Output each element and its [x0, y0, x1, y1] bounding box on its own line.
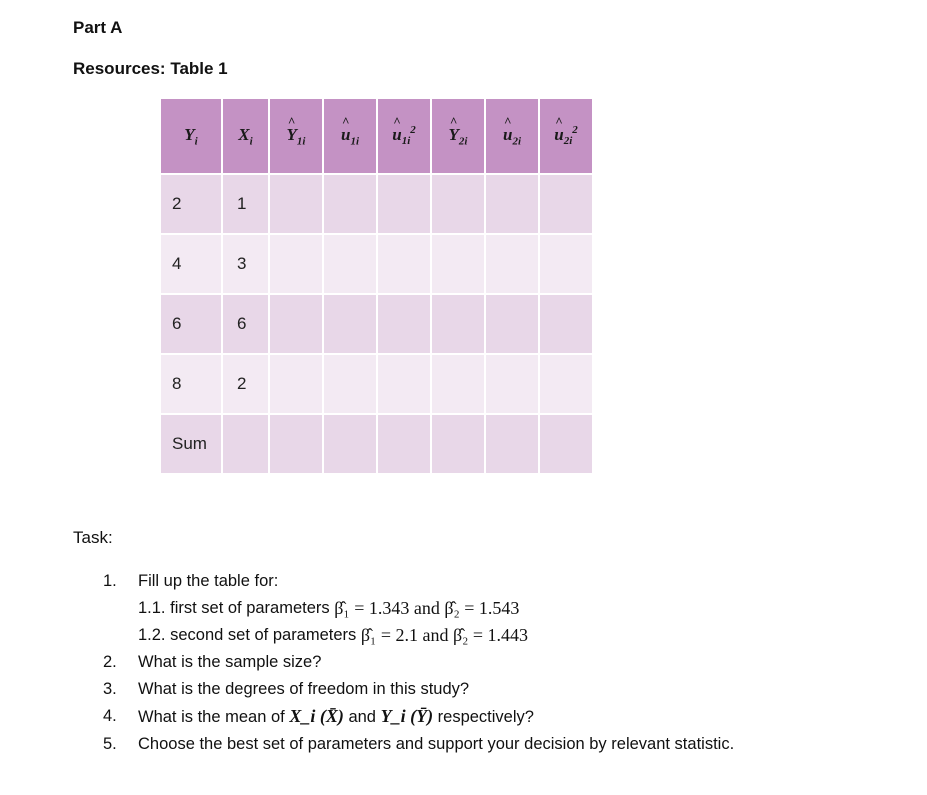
cell-empty[interactable]: [323, 414, 377, 474]
header-u2hat-sq: ^ $u_{2i}^2$: [539, 98, 593, 174]
cell-x: 6: [222, 294, 269, 354]
table-header-row: [160, 98, 593, 174]
cell-x[interactable]: [222, 414, 269, 474]
cell-empty[interactable]: [269, 234, 323, 294]
task-subitem: [103, 595, 734, 622]
task-subitem: [103, 622, 734, 649]
task-number: 5.: [103, 735, 117, 753]
table-row: [160, 234, 593, 294]
cell-empty[interactable]: [323, 234, 377, 294]
task-text: and: [348, 708, 376, 726]
table-row-sum: [160, 414, 593, 474]
cell-empty[interactable]: [539, 354, 593, 414]
table-row: [160, 354, 593, 414]
header-u2hat: ^ $u_{2i}$: [485, 98, 539, 174]
cell-sum-label: Sum: [160, 414, 222, 474]
cell-y: 8: [160, 354, 222, 414]
x-mean-symbol: X_i (X̄): [289, 706, 344, 726]
cell-empty[interactable]: [539, 414, 593, 474]
header-y1hat: ^ $Y_{1i}$: [269, 98, 323, 174]
cell-empty[interactable]: [269, 294, 323, 354]
table-row: [160, 174, 593, 234]
task-item: [103, 568, 734, 595]
task-text: What is the sample size?: [138, 653, 322, 671]
parameter-formula: β̂₁ = 1.343 and β̂₂ = 1.543: [334, 598, 520, 618]
task-text: respectively?: [437, 708, 534, 726]
cell-y: 6: [160, 294, 222, 354]
task-text: What is the mean of: [138, 708, 285, 726]
header-y2hat: ^ $Y_{2i}$: [431, 98, 485, 174]
parameter-formula: β̂₁ = 2.1 and β̂₂ = 1.443: [360, 625, 529, 645]
cell-empty[interactable]: [377, 354, 431, 414]
task-text: What is the degrees of freedom in this study?: [138, 680, 470, 698]
task-number: 2.: [103, 653, 117, 671]
part-a-heading: Part A: [73, 18, 123, 37]
task-item: [103, 731, 734, 758]
header-x: $X_i$: [222, 98, 269, 174]
cell-empty[interactable]: [485, 174, 539, 234]
cell-empty[interactable]: [377, 174, 431, 234]
resources-heading: Resources: Table 1: [73, 59, 228, 78]
cell-empty[interactable]: [485, 354, 539, 414]
cell-empty[interactable]: [431, 414, 485, 474]
cell-x: 1: [222, 174, 269, 234]
cell-empty[interactable]: [377, 294, 431, 354]
cell-empty[interactable]: [485, 234, 539, 294]
cell-y: 4: [160, 234, 222, 294]
cell-empty[interactable]: [269, 174, 323, 234]
cell-empty[interactable]: [323, 294, 377, 354]
task-number: 3.: [103, 680, 117, 698]
table-row: [160, 294, 593, 354]
header-u1hat-sq: ^ $u_{1i}^2$: [377, 98, 431, 174]
cell-y: 2: [160, 174, 222, 234]
task-text: Fill up the table for:: [138, 572, 279, 590]
cell-empty[interactable]: [431, 234, 485, 294]
task-item: [103, 703, 734, 731]
y-mean-symbol: Y_i (Ȳ): [380, 706, 434, 726]
data-table: [159, 97, 594, 475]
cell-empty[interactable]: [539, 174, 593, 234]
cell-empty[interactable]: [485, 414, 539, 474]
cell-x: 3: [222, 234, 269, 294]
task-number: 4.: [103, 707, 117, 725]
cell-empty[interactable]: [431, 294, 485, 354]
task-text: 1.1. first set of parameters: [138, 599, 330, 617]
cell-empty[interactable]: [269, 354, 323, 414]
cell-empty[interactable]: [539, 234, 593, 294]
cell-empty[interactable]: [269, 414, 323, 474]
cell-empty[interactable]: [377, 234, 431, 294]
cell-x: 2: [222, 354, 269, 414]
cell-empty[interactable]: [485, 294, 539, 354]
task-item: [103, 649, 734, 676]
cell-empty[interactable]: [323, 174, 377, 234]
task-item: [103, 676, 734, 703]
task-text: Choose the best set of parameters and support your decision by relevant statistic.: [138, 735, 735, 753]
cell-empty[interactable]: [431, 354, 485, 414]
cell-empty[interactable]: [539, 294, 593, 354]
task-list: [103, 568, 734, 758]
cell-empty[interactable]: [377, 414, 431, 474]
task-label: Task:: [73, 528, 113, 547]
task-text: 1.2. second set of parameters: [138, 626, 357, 644]
cell-empty[interactable]: [431, 174, 485, 234]
header-u1hat: ^ $u_{1i}$: [323, 98, 377, 174]
task-number: 1.: [103, 572, 117, 590]
cell-empty[interactable]: [323, 354, 377, 414]
header-y: $Y_i$: [160, 98, 222, 174]
